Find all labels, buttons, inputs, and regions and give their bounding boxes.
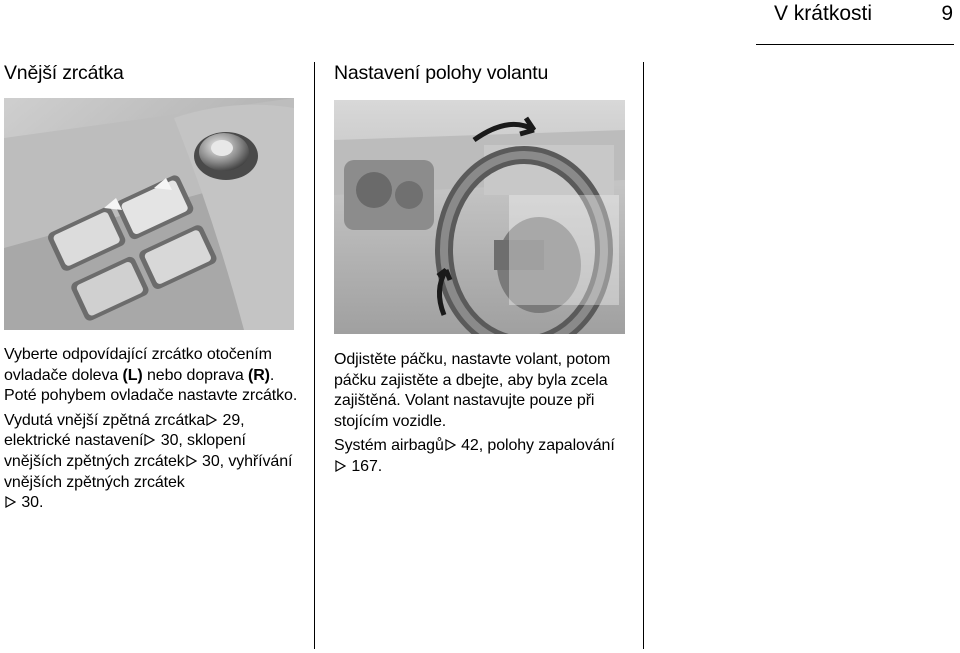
section-title-mirrors: Vnější zrcátka	[4, 62, 124, 84]
steering-paragraph-2: Systém airbagů 42, polohy zapalování 167.	[334, 437, 615, 475]
reference-arrow-icon	[335, 460, 346, 472]
section-title-steering: Nastavení polohy volantu	[334, 62, 549, 84]
steering-wheel-icon	[334, 100, 625, 334]
reference-arrow-icon	[445, 439, 456, 451]
reference-arrow-icon	[186, 455, 197, 467]
page-number: 9	[941, 2, 953, 25]
mirrors-text	[4, 345, 304, 518]
column-divider-right	[643, 62, 644, 649]
reference-arrow-icon	[144, 434, 155, 446]
steering-text	[334, 350, 634, 482]
reference-arrow-icon	[206, 414, 217, 426]
reference-arrow-icon	[5, 496, 16, 508]
steering-wheel-figure	[334, 100, 625, 334]
header-rule	[756, 44, 954, 45]
column-divider-left	[314, 62, 315, 649]
steering-paragraph-1: Odjistěte páčku, nastavte volant, potom páčku zajistěte a dbejte, aby byla zcela zajištěná. Volant nastavujte pouze při stojícím vozidle.	[334, 351, 611, 430]
mirrors-paragraph-1: Vyberte odpovídající zrcátko otočením ovladače doleva (L) nebo doprava (R). Poté pohybem ovladače nastavte zrcátko.	[4, 346, 298, 405]
running-header-title: V krátkosti	[773, 2, 872, 25]
mirrors-paragraph-2: Vydutá vnější zpětná zrcátka 29, elektrické nastavení 30, sklopení vnějších zpětných zrcátek 30, vyhřívání vnějších zpětných zrcátek 30.	[4, 411, 293, 512]
mirror-control-figure	[4, 98, 294, 330]
mirror-control-icon	[4, 98, 294, 330]
